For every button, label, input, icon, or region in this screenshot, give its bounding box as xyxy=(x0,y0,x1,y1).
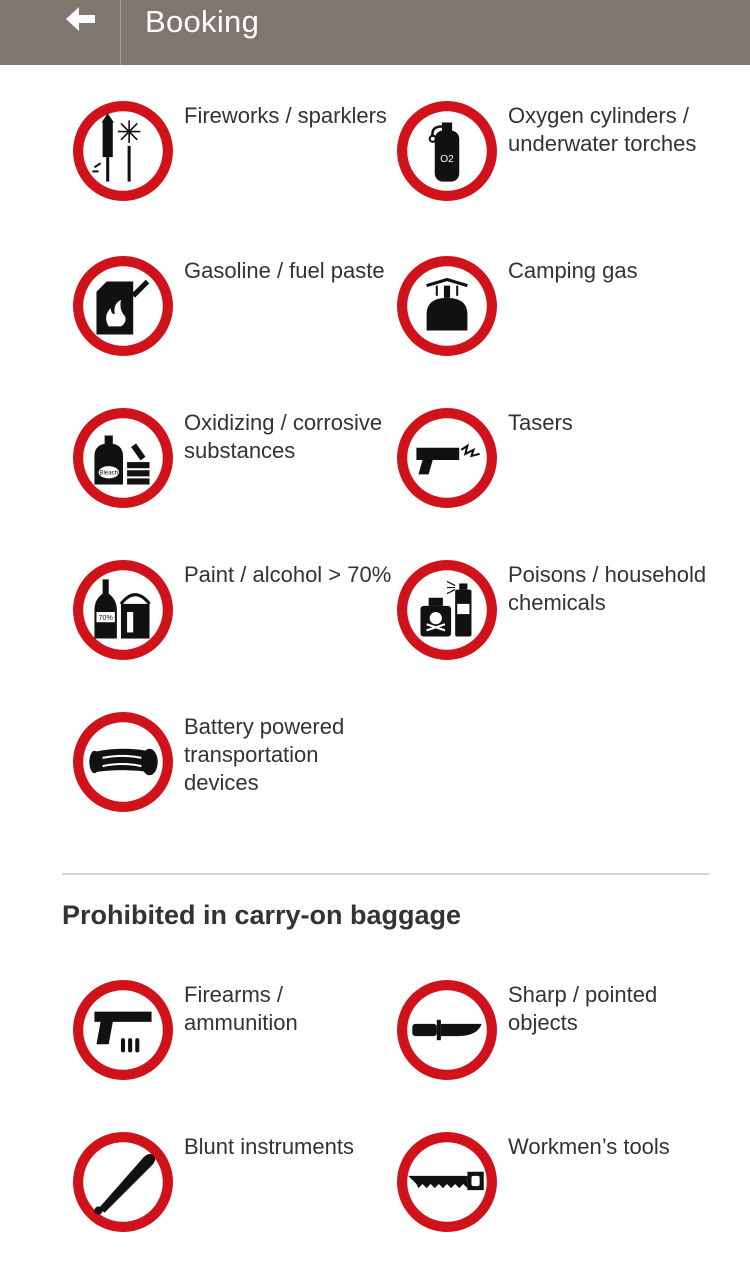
poison-icon xyxy=(396,559,498,661)
item-battery-transport xyxy=(72,711,392,831)
svg-text:Bleach: Bleach xyxy=(99,469,119,477)
item-workmen-tools xyxy=(396,1131,716,1251)
item-fireworks xyxy=(72,100,392,220)
top-bar xyxy=(0,0,750,65)
item-sharp-objects xyxy=(396,979,716,1099)
item-camping-gas xyxy=(396,255,716,375)
item-label: Paint / alcohol > 70% xyxy=(184,562,392,587)
camping-gas-icon xyxy=(396,255,498,357)
item-label: Poisons / household chemicals xyxy=(508,562,707,615)
item-label: Blunt instruments xyxy=(184,1134,354,1159)
saw-icon xyxy=(396,1131,498,1233)
item-firearms xyxy=(72,979,392,1099)
item-blunt-instruments xyxy=(72,1131,392,1251)
knife-icon xyxy=(396,979,498,1081)
item-label: Firearms / ammunition xyxy=(184,982,298,1035)
section-divider xyxy=(62,873,709,875)
item-gasoline xyxy=(72,255,392,375)
item-oxidizing xyxy=(72,407,392,527)
item-label: Sharp / pointed objects xyxy=(508,982,658,1035)
arrow-left-icon xyxy=(64,4,98,34)
section-heading: Prohibited in carry-on baggage xyxy=(62,900,462,930)
item-label: Oxidizing / corrosive substances xyxy=(184,410,383,463)
item-label: Gasoline / fuel paste xyxy=(184,258,385,283)
header-divider xyxy=(120,0,121,65)
item-paint-alcohol xyxy=(72,559,392,679)
gasoline-can-icon xyxy=(72,255,174,357)
fireworks-icon xyxy=(72,100,174,202)
page-title: Booking xyxy=(145,4,260,39)
item-poisons xyxy=(396,559,716,679)
item-label: Camping gas xyxy=(508,258,638,283)
firearm-icon xyxy=(72,979,174,1081)
baseball-bat-icon xyxy=(72,1131,174,1233)
item-oxygen xyxy=(396,100,716,220)
item-label: Tasers xyxy=(508,410,573,435)
item-label: Workmen’s tools xyxy=(508,1134,670,1159)
item-tasers xyxy=(396,407,716,527)
item-label: Fireworks / sparklers xyxy=(184,103,387,128)
item-label: Battery powered transportation devices xyxy=(184,714,345,795)
paint-alcohol-icon xyxy=(72,559,174,661)
svg-text:70%: 70% xyxy=(98,614,113,623)
oxygen-cylinder-icon xyxy=(396,100,498,202)
item-label: Oxygen cylinders / underwater torches xyxy=(508,103,697,156)
taser-icon xyxy=(396,407,498,509)
hoverboard-icon xyxy=(72,711,174,813)
svg-text:O2: O2 xyxy=(440,154,454,166)
back-button[interactable] xyxy=(42,0,120,65)
corrosive-substances-icon xyxy=(72,407,174,509)
